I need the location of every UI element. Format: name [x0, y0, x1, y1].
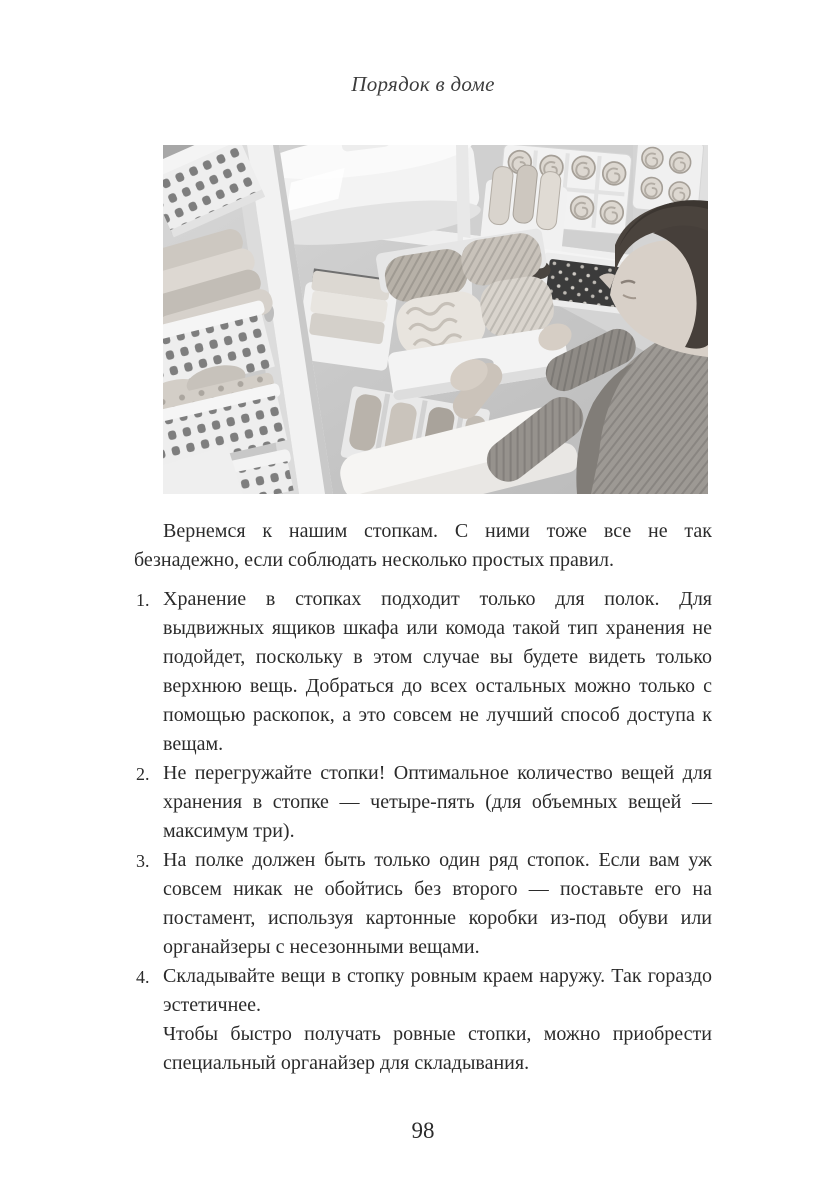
- list-text-2: Не перегружайте стопки! Оптимальное количество вещей для хранения в стопке — четыре-пять (для объемных вещей — максимум три).: [163, 762, 712, 842]
- closing-paragraph: Чтобы быстро получать ровные стопки, можно приобрести специальный органайзер для складывания.: [163, 1023, 712, 1074]
- list-number-1: 1.: [136, 590, 150, 610]
- closet-photo: [163, 145, 708, 494]
- intro-paragraph: Вернемся к нашим стопкам. С ними тоже все не так безнадежно, если соблюдать несколько простых правил.: [134, 520, 712, 571]
- page-number: 98: [411, 1118, 435, 1143]
- list-text-1: Хранение в стопках подходит только для полок. Для выдвижных ящиков шкафа или комода такой тип хранения не подойдет, поскольку в этом случае вы будете видеть только верхнюю вещь. Добраться до всех остальных можно только с помощью раскопок, а это совсем не лучший способ доступа к вещам.: [163, 588, 712, 755]
- list-item-3: [134, 846, 712, 962]
- body-text: [134, 517, 712, 1078]
- list-text-3: На полке должен быть только один ряд стопок. Если вам уж совсем никак не обойтись без второго — поставьте его на постамент, используя картонные коробки из-под обуви или органайзеры с несезонными вещами.: [163, 849, 712, 958]
- closet-photo-illustration: [163, 145, 708, 494]
- list-number-3: 3.: [136, 851, 150, 871]
- list-item-1: [134, 585, 712, 759]
- list-number-2: 2.: [136, 764, 150, 784]
- list-number-4: 4.: [136, 967, 150, 987]
- list-item-4: [134, 962, 712, 1020]
- list-text-4: Складывайте вещи в стопку ровным краем наружу. Так гораздо эстетичнее.: [163, 965, 712, 1016]
- running-header: Порядок в доме: [351, 72, 495, 96]
- list-item-2: [134, 759, 712, 846]
